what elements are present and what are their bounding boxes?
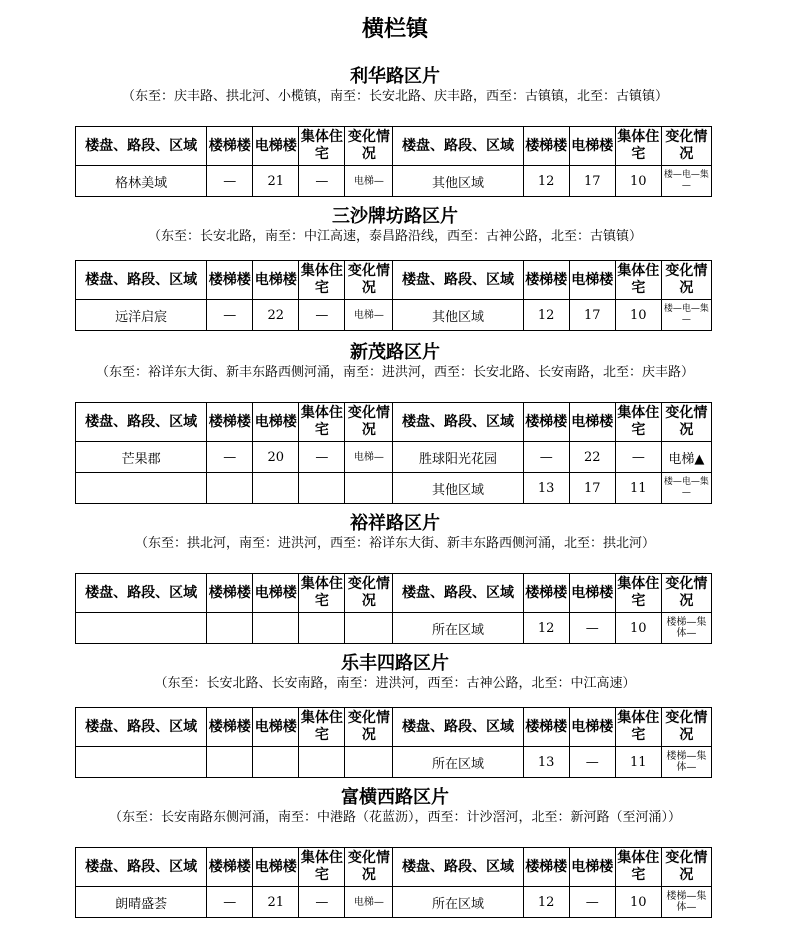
collective-price-cell: [299, 613, 345, 644]
elevator-price-cell: 17: [569, 300, 615, 331]
col-header-collective: 集体住宅: [615, 574, 661, 613]
collective-price-cell: [299, 747, 345, 778]
col-header-property: 楼盘、路段、区域: [393, 574, 523, 613]
change-cell: 电梯—: [345, 300, 393, 331]
col-header-stair: 楼梯楼: [523, 261, 569, 300]
table-row: [76, 442, 712, 473]
col-header-property: 楼盘、路段、区域: [393, 127, 523, 166]
property-cell: 朗晴盛荟: [76, 887, 207, 918]
stair-price-cell: —: [207, 887, 253, 918]
col-header-collective: 集体住宅: [299, 848, 345, 887]
table-header-row: [76, 574, 712, 613]
section-title: 新茂路区片: [350, 342, 440, 363]
price-table: [75, 126, 712, 197]
change-cell: 楼—电—集—: [661, 166, 711, 197]
elevator-price-cell: [253, 473, 299, 504]
change-cell: [345, 747, 393, 778]
collective-price-cell: —: [299, 887, 345, 918]
district-section: [0, 66, 790, 191]
property-cell: 格林美域: [76, 166, 207, 197]
change-cell: 电梯▲: [661, 442, 711, 473]
col-header-elevator: 电梯楼: [253, 574, 299, 613]
price-table: [75, 847, 712, 918]
collective-price-cell: —: [299, 166, 345, 197]
col-header-change: 变化情况: [345, 708, 393, 747]
col-header-change: 变化情况: [661, 848, 711, 887]
col-header-collective: 集体住宅: [615, 708, 661, 747]
stair-price-cell: [207, 747, 253, 778]
stair-price-cell: 13: [523, 747, 569, 778]
table-row: [76, 166, 712, 197]
col-header-change: 变化情况: [345, 261, 393, 300]
col-header-property: 楼盘、路段、区域: [76, 403, 207, 442]
col-header-collective: 集体住宅: [615, 403, 661, 442]
col-header-property: 楼盘、路段、区域: [76, 574, 207, 613]
property-cell: 其他区域: [393, 166, 523, 197]
collective-price-cell: —: [299, 300, 345, 331]
section-boundary-description: （东至：庆丰路、拱北河、小榄镇，南至：长安北路、庆丰路，西至：古镇镇，北至：古镇镇）: [121, 89, 668, 104]
stair-price-cell: 12: [523, 166, 569, 197]
district-section: [0, 342, 790, 498]
collective-price-cell: 10: [615, 887, 661, 918]
col-header-property: 楼盘、路段、区域: [393, 848, 523, 887]
col-header-elevator: 电梯楼: [253, 708, 299, 747]
elevator-price-cell: 17: [569, 166, 615, 197]
property-cell: [76, 613, 207, 644]
col-header-change: 变化情况: [345, 848, 393, 887]
stair-price-cell: [207, 613, 253, 644]
district-section: [0, 787, 790, 913]
col-header-collective: 集体住宅: [615, 848, 661, 887]
collective-price-cell: 11: [615, 747, 661, 778]
district-section: [0, 206, 790, 325]
elevator-price-cell: —: [569, 747, 615, 778]
col-header-elevator: 电梯楼: [569, 127, 615, 166]
elevator-price-cell: 17: [569, 473, 615, 504]
col-header-stair: 楼梯楼: [207, 574, 253, 613]
elevator-price-cell: [253, 747, 299, 778]
col-header-stair: 楼梯楼: [207, 848, 253, 887]
price-table: [75, 707, 712, 778]
collective-price-cell: [299, 473, 345, 504]
stair-price-cell: 12: [523, 887, 569, 918]
district-section: [0, 513, 790, 639]
col-header-property: 楼盘、路段、区域: [76, 848, 207, 887]
col-header-property: 楼盘、路段、区域: [393, 261, 523, 300]
price-table: [75, 260, 712, 331]
elevator-price-cell: 22: [569, 442, 615, 473]
section-title: 富横西路区片: [341, 787, 449, 808]
col-header-elevator: 电梯楼: [569, 848, 615, 887]
col-header-change: 变化情况: [661, 261, 711, 300]
collective-price-cell: 10: [615, 166, 661, 197]
property-cell: 芒果郡: [76, 442, 207, 473]
col-header-change: 变化情况: [345, 574, 393, 613]
stair-price-cell: —: [207, 300, 253, 331]
table-header-row: [76, 848, 712, 887]
col-header-property: 楼盘、路段、区域: [393, 708, 523, 747]
change-cell: 楼—电—集—: [661, 300, 711, 331]
property-cell: [76, 473, 207, 504]
stair-price-cell: 12: [523, 613, 569, 644]
col-header-change: 变化情况: [661, 403, 711, 442]
col-header-property: 楼盘、路段、区域: [393, 403, 523, 442]
property-cell: 所在区域: [393, 613, 523, 644]
table-row: [76, 613, 712, 644]
elevator-price-cell: 21: [253, 166, 299, 197]
change-cell: [345, 613, 393, 644]
col-header-stair: 楼梯楼: [523, 708, 569, 747]
property-cell: 其他区域: [393, 300, 523, 331]
change-cell: 楼梯—集体—: [661, 613, 711, 644]
table-row: [76, 887, 712, 918]
section-title: 利华路区片: [350, 66, 440, 87]
property-cell: 远洋启宸: [76, 300, 207, 331]
col-header-collective: 集体住宅: [615, 127, 661, 166]
col-header-collective: 集体住宅: [299, 261, 345, 300]
collective-price-cell: 10: [615, 613, 661, 644]
col-header-collective: 集体住宅: [299, 403, 345, 442]
stair-price-cell: —: [523, 442, 569, 473]
col-header-elevator: 电梯楼: [253, 127, 299, 166]
col-header-elevator: 电梯楼: [253, 848, 299, 887]
stair-price-cell: —: [207, 166, 253, 197]
table-row: [76, 473, 712, 504]
property-cell: 其他区域: [393, 473, 523, 504]
section-boundary-description: （东至：拱北河，南至：进洪河，西至：裕详东大街、新丰东路西侧河涌，北至：拱北河）: [134, 536, 655, 551]
col-header-collective: 集体住宅: [615, 261, 661, 300]
property-cell: 所在区域: [393, 747, 523, 778]
stair-price-cell: [207, 473, 253, 504]
stair-price-cell: 13: [523, 473, 569, 504]
col-header-elevator: 电梯楼: [253, 403, 299, 442]
col-header-collective: 集体住宅: [299, 708, 345, 747]
table-row: [76, 747, 712, 778]
section-boundary-description: （东至：长安南路东侧河涌，南至：中港路（花蓝沥），西至：计沙滘河，北至：新河路（至河涌））: [108, 810, 681, 825]
table-header-row: [76, 708, 712, 747]
col-header-stair: 楼梯楼: [523, 403, 569, 442]
col-header-elevator: 电梯楼: [253, 261, 299, 300]
col-header-stair: 楼梯楼: [523, 848, 569, 887]
elevator-price-cell: 21: [253, 887, 299, 918]
col-header-change: 变化情况: [345, 127, 393, 166]
col-header-stair: 楼梯楼: [207, 127, 253, 166]
col-header-collective: 集体住宅: [299, 574, 345, 613]
col-header-stair: 楼梯楼: [207, 403, 253, 442]
section-boundary-description: （东至：长安北路、长安南路，南至：进洪河，西至：古神公路，北至：中江高速）: [154, 676, 636, 691]
property-cell: [76, 747, 207, 778]
col-header-elevator: 电梯楼: [569, 403, 615, 442]
table-header-row: [76, 261, 712, 300]
table-row: [76, 300, 712, 331]
elevator-price-cell: [253, 613, 299, 644]
property-cell: 胜球阳光花园: [393, 442, 523, 473]
elevator-price-cell: —: [569, 613, 615, 644]
col-header-stair: 楼梯楼: [207, 708, 253, 747]
col-header-property: 楼盘、路段、区域: [76, 127, 207, 166]
collective-price-cell: —: [615, 442, 661, 473]
col-header-property: 楼盘、路段、区域: [76, 261, 207, 300]
section-title: 裕祥路区片: [350, 513, 440, 534]
change-cell: 楼梯—集体—: [661, 747, 711, 778]
page-title: 横栏镇: [361, 17, 428, 42]
price-table: [75, 402, 712, 504]
elevator-price-cell: —: [569, 887, 615, 918]
col-header-elevator: 电梯楼: [569, 574, 615, 613]
elevator-price-cell: 22: [253, 300, 299, 331]
change-cell: 电梯—: [345, 887, 393, 918]
table-header-row: [76, 127, 712, 166]
collective-price-cell: 10: [615, 300, 661, 331]
change-cell: 楼—电—集—: [661, 473, 711, 504]
col-header-elevator: 电梯楼: [569, 261, 615, 300]
col-header-elevator: 电梯楼: [569, 708, 615, 747]
col-header-stair: 楼梯楼: [207, 261, 253, 300]
change-cell: 楼梯—集体—: [661, 887, 711, 918]
elevator-price-cell: 20: [253, 442, 299, 473]
district-section: [0, 653, 790, 773]
stair-price-cell: 12: [523, 300, 569, 331]
change-cell: 电梯—: [345, 166, 393, 197]
col-header-stair: 楼梯楼: [523, 127, 569, 166]
section-boundary-description: （东至：裕详东大街、新丰东路西侧河涌，南至：进洪河，西至：长安北路、长安南路，北至：庆丰路）: [95, 365, 694, 380]
section-boundary-description: （东至：长安北路，南至：中江高速，泰昌路沿线，西至：古神公路，北至：古镇镇）: [147, 229, 642, 244]
col-header-change: 变化情况: [661, 574, 711, 613]
col-header-change: 变化情况: [661, 127, 711, 166]
col-header-property: 楼盘、路段、区域: [76, 708, 207, 747]
col-header-change: 变化情况: [345, 403, 393, 442]
change-cell: 电梯—: [345, 442, 393, 473]
collective-price-cell: 11: [615, 473, 661, 504]
table-header-row: [76, 403, 712, 442]
col-header-change: 变化情况: [661, 708, 711, 747]
col-header-collective: 集体住宅: [299, 127, 345, 166]
collective-price-cell: —: [299, 442, 345, 473]
change-cell: [345, 473, 393, 504]
property-cell: 所在区域: [393, 887, 523, 918]
col-header-stair: 楼梯楼: [523, 574, 569, 613]
stair-price-cell: —: [207, 442, 253, 473]
section-title: 乐丰四路区片: [341, 653, 449, 674]
section-title: 三沙牌坊路区片: [332, 206, 458, 227]
price-table: [75, 573, 712, 644]
